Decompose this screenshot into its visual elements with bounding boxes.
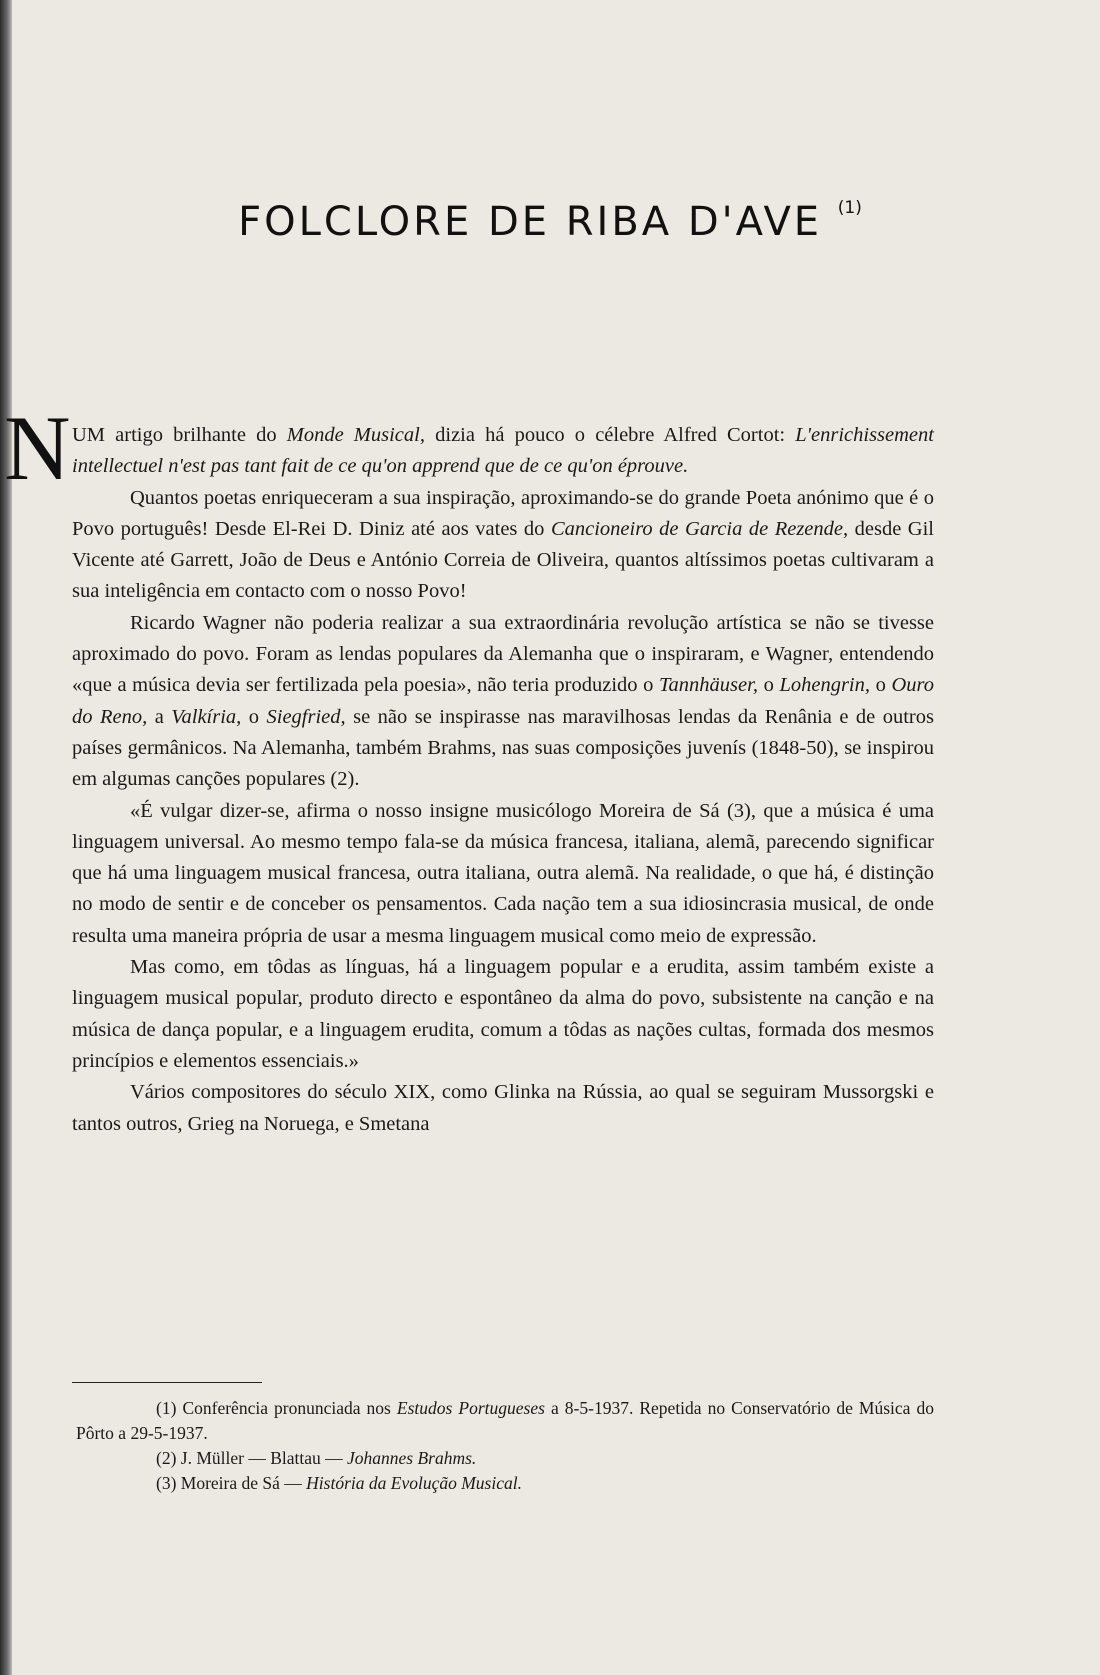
- footnote-2-italic: Johannes Brahms.: [347, 1448, 477, 1468]
- footnote-1-text-c: a 8-5-1937. Repetida no Conservatório de Música do Pôrto a 29-5-1937.: [76, 1398, 934, 1443]
- p3-text-g: a: [147, 705, 172, 728]
- paragraph-4: «É vulgar dizer-se, afirma o nosso insigne musicólogo Moreira de Sá (3), que a música é uma linguagem universal. Ao mesmo tempo fala-se da música francesa, italiana, alemã, parecendo significar que há uma linguagem musical francesa, outra italiana, outra alemã. Na realidade, o que há, é distinção no modo de sentir e de conceber os pensamentos. Cada nação tem a sua idiosincrasia musical, de onde resulta uma maneira própria de usar a mesma linguagem musical como meio de expressão.: [72, 799, 934, 947]
- footnote-2-text-a: J. Müller — Blattau —: [176, 1448, 348, 1468]
- footnote-1-mark: (1): [156, 1398, 177, 1418]
- p3-italic-ouro-do-reno: Ouro do Reno,: [72, 674, 935, 728]
- title-text: FOLCLORE DE RIBA D'AVE: [238, 199, 823, 245]
- paragraph-1: [72, 420, 934, 483]
- footnote-3-text-a: Moreira de Sá —: [176, 1473, 307, 1493]
- footnote-1: [76, 1396, 934, 1446]
- drop-cap: N: [4, 397, 71, 499]
- p3-italic-tannhauser: Tannhäuser,: [659, 674, 758, 697]
- paragraph-2: [72, 483, 934, 608]
- paragraph-6: Vários compositores do século XIX, como Glinka na Rússia, ao qual se seguiram Mussorgski e tantos outros, Grieg na Noruega, e Smetana: [72, 1081, 934, 1135]
- p3-text-e: o: [870, 674, 892, 697]
- footnote-1-italic: Estudos Portugueses: [396, 1398, 545, 1418]
- p3-italic-lohengrin: Lohengrin,: [779, 674, 870, 697]
- p3-text-i: o: [241, 705, 267, 728]
- footnote-2-mark: (2): [156, 1448, 177, 1468]
- article-body: [72, 420, 934, 1140]
- footnote-3-italic: História da Evolução Musical.: [306, 1473, 522, 1493]
- p1-italic-quote: L'enrichissement intellectuel n'est pas tant fait de ce qu'on apprend que de ce qu'on éprouve.: [72, 424, 934, 478]
- footnote-3-mark: (3): [156, 1473, 177, 1493]
- footnote-3: [76, 1471, 934, 1496]
- p3-text-k: se não se inspirasse nas maravilhosas lendas da Renânia e de outros países germânicos. Na Alemanha, também Brahms, nas suas composições juvenís (1848-50), se inspirou em algumas canções populares (2).: [72, 705, 934, 791]
- title-footnote-mark: (1): [837, 198, 862, 218]
- page-title: [0, 198, 1100, 245]
- paragraph-5: Mas como, em tôdas as línguas, há a linguagem popular e a erudita, assim também existe a linguagem musical popular, produto directo e espontâneo da alma do povo, subsistente na canção e na música de dança popular, e a linguagem erudita, comum a tôdas as nações cultas, formada dos mesmos princípios e elementos essenciais.»: [72, 956, 934, 1072]
- footnote-rule: [72, 1382, 262, 1383]
- page-binding-edge: [0, 0, 12, 1675]
- p2-text-a: Quantos poetas enriqueceram a sua inspiração, aproximando-se do grande Poeta anónimo que é o Povo português! Desde El-Rei D. Diniz até aos vates do: [72, 486, 934, 540]
- p2-italic-cancioneiro: Cancioneiro de Garcia de Rezende,: [550, 517, 849, 540]
- p3-text-a: Ricardo Wagner não poderia realizar a sua extraordinária revolução artística se não se tivesse aproximado do povo. Foram as lendas populares da Alemanha que o inspiraram, e Wagner, entendendo «que a música devia ser fertilizada pela poesia», não teria produzido o: [72, 611, 934, 697]
- footnotes: [76, 1396, 934, 1496]
- footnote-1-text-a: Conferência pronunciada nos: [176, 1398, 397, 1418]
- footnote-2: [76, 1446, 934, 1471]
- p3-text-c: o: [757, 674, 780, 697]
- p2-text-c: desde Gil Vicente até Garrett, João de Deus e António Correia de Oliveira, quantos altíssimos poetas cultivaram a sua inteligência em contacto com o nosso Povo!: [72, 517, 935, 603]
- p1-text-a: UM artigo brilhante do: [72, 424, 287, 446]
- p3-italic-siegfried: Siegfried,: [266, 705, 346, 728]
- p1-italic-monde-musical: Monde Musical,: [286, 424, 425, 446]
- p3-italic-valkiria: Valkíria,: [171, 705, 242, 728]
- p1-text-c: dizia há pouco o célebre Alfred Cortot:: [424, 424, 796, 446]
- paragraph-3: [72, 608, 934, 796]
